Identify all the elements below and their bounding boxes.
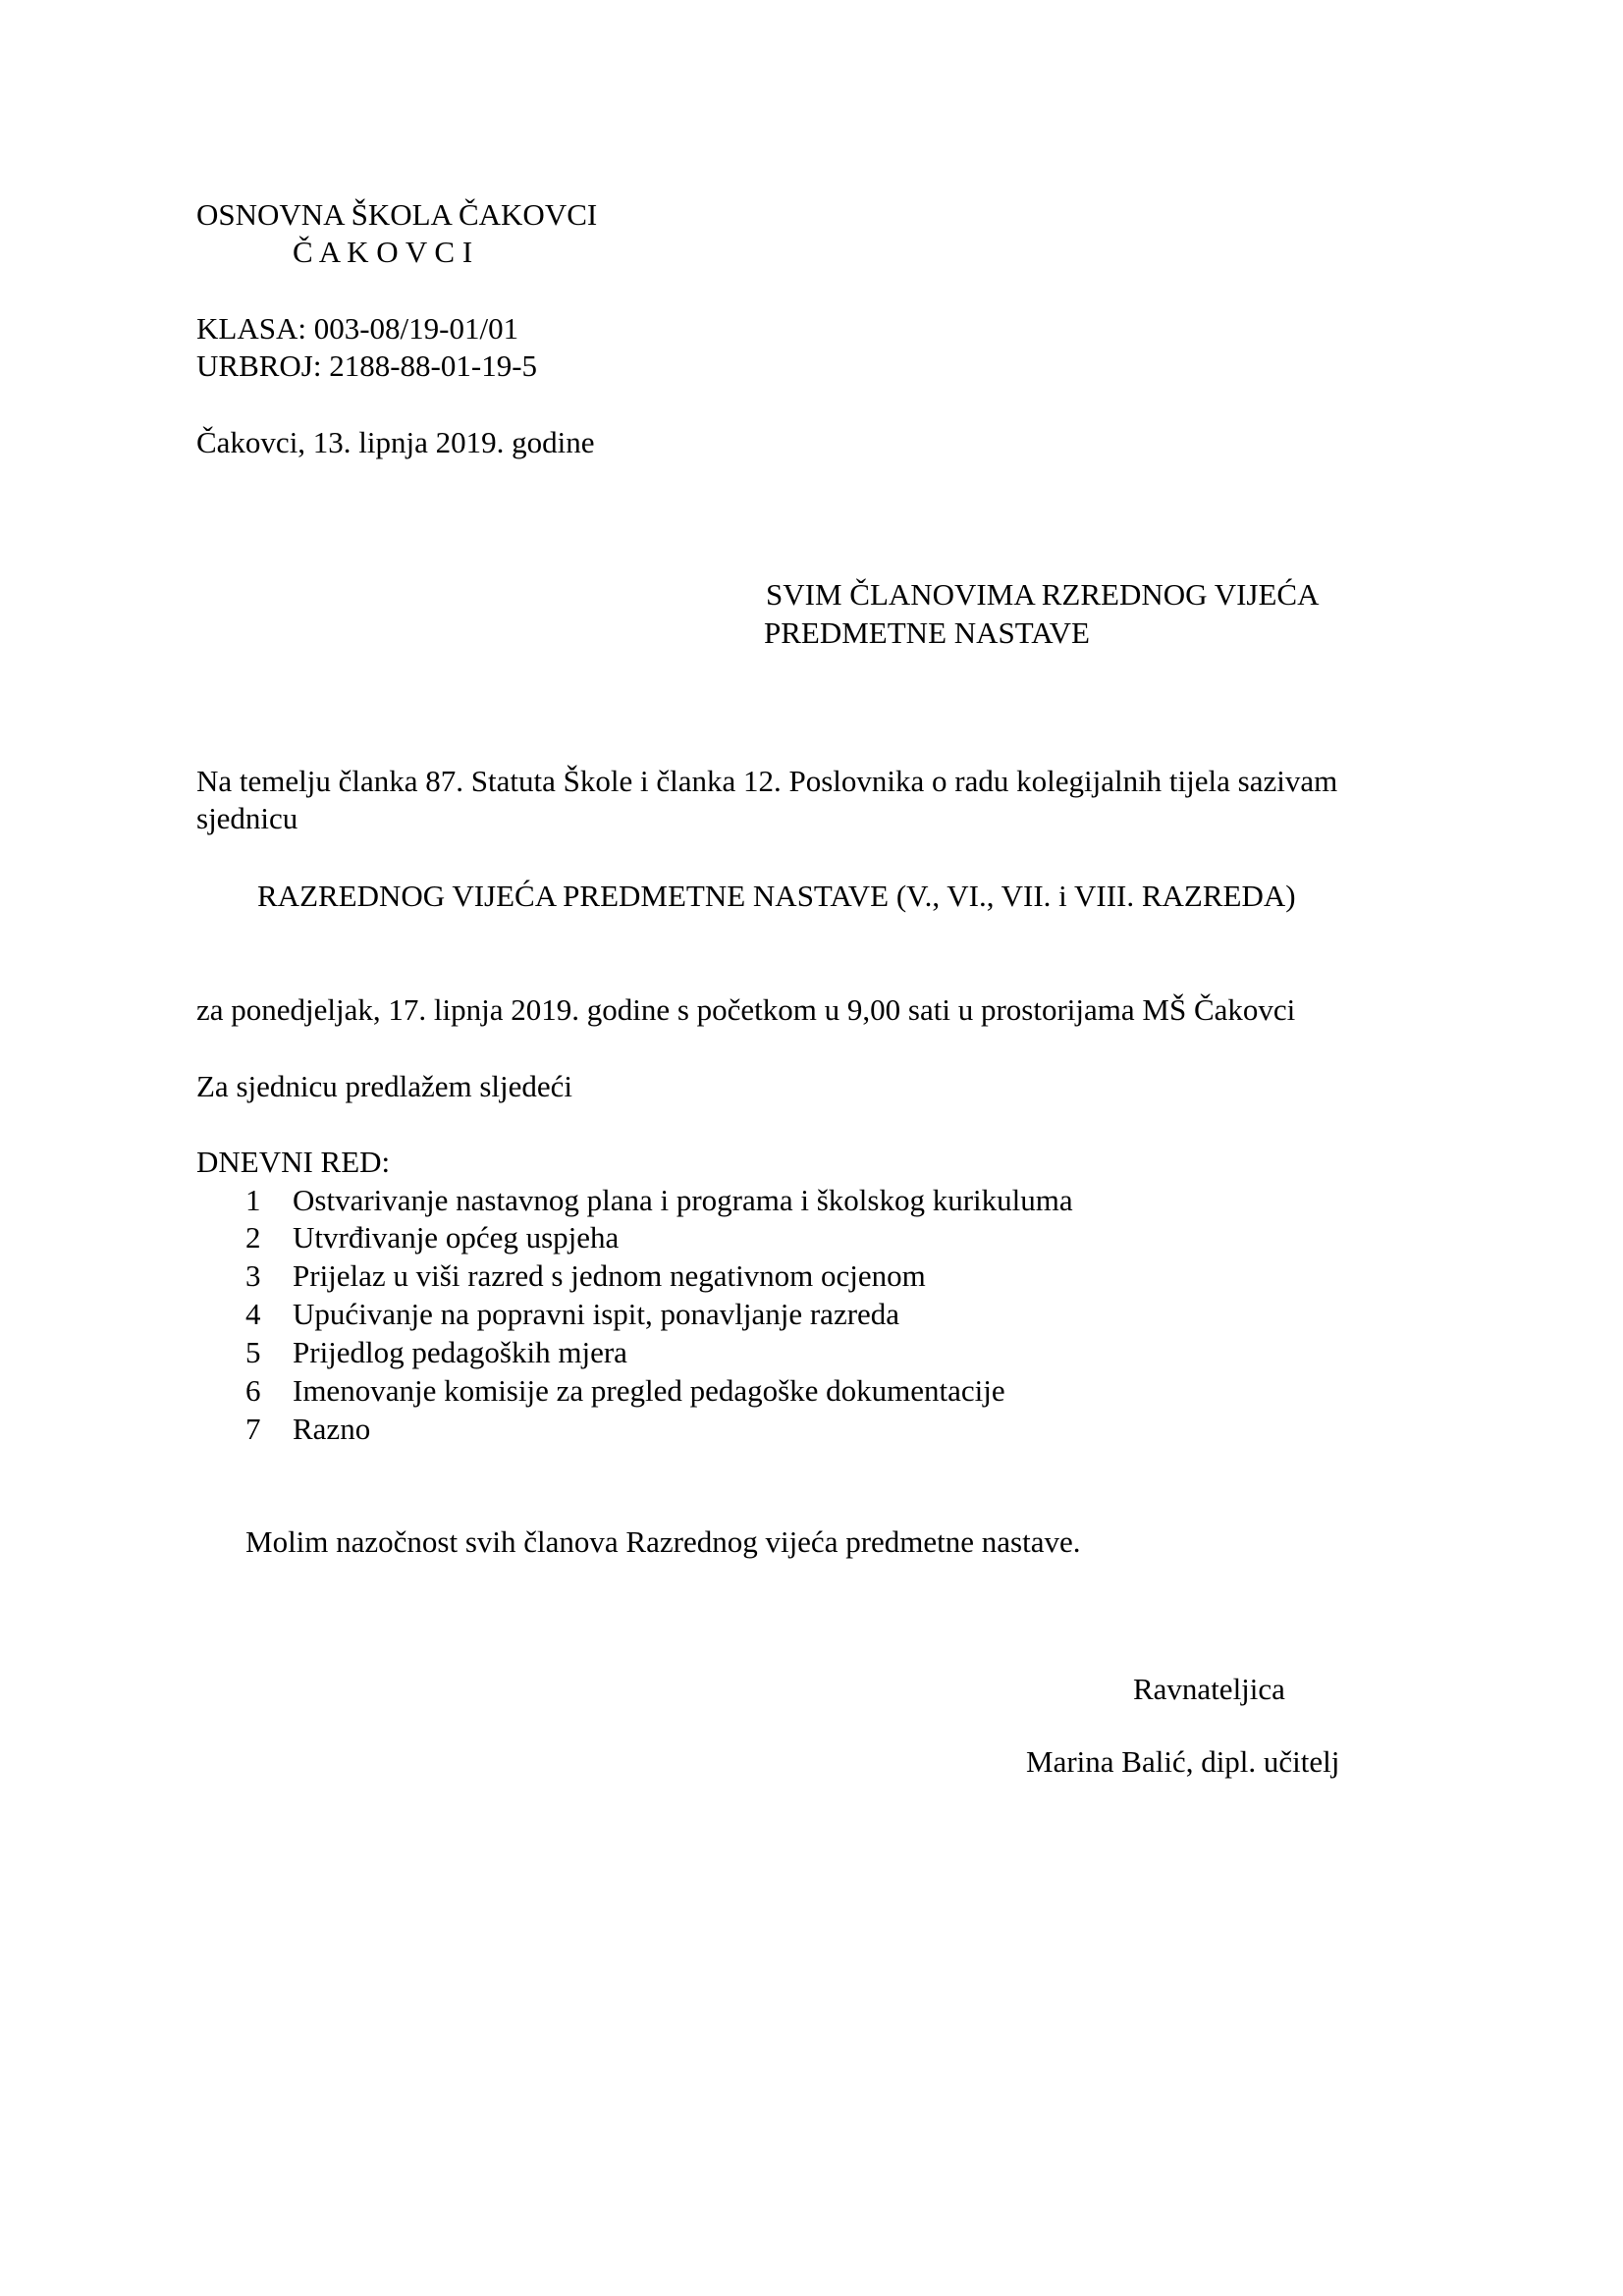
meeting-title: RAZREDNOG VIJEĆA PREDMETNE NASTAVE (V., VI., VII. i VIII. RAZREDA) (257, 879, 1296, 913)
place-date: Čakovci, 13. lipnja 2019. godine (196, 425, 595, 459)
klasa-number: KLASA: 003-08/19-01/01 (196, 311, 519, 346)
agenda-item-text: Utvrđivanje općeg uspjeha (293, 1220, 620, 1255)
attendance-request: Molim nazočnost svih članova Razrednog vijeća predmetne nastave. (245, 1524, 1081, 1559)
agenda-item-number: 1 (245, 1183, 261, 1217)
agenda-item-text: Upućivanje na popravni ispit, ponavljanje razreda (293, 1297, 900, 1331)
intro-line-2: sjednicu (196, 801, 298, 835)
agenda-heading: DNEVNI RED: (196, 1145, 391, 1179)
urbroj-number: URBROJ: 2188-88-01-19-5 (196, 348, 538, 383)
recipient-line-1: SVIM ČLANOVIMA RZREDNOG VIJEĆA (766, 577, 1320, 612)
agenda-item-number: 2 (245, 1220, 261, 1255)
agenda-item-text: Prijedlog pedagoških mjera (293, 1335, 627, 1369)
agenda-item-text: Ostvarivanje nastavnog plana i programa i školskog kurikuluma (293, 1183, 1073, 1217)
school-name: OSNOVNA ŠKOLA ČAKOVCI (196, 197, 598, 232)
proposal-text: Za sjednicu predlažem sljedeći (196, 1069, 573, 1103)
intro-line-1: Na temelju članka 87. Statuta Škole i članka 12. Poslovnika o radu kolegijalnih tijela sazivam (196, 764, 1338, 798)
recipient-line-2: PREDMETNE NASTAVE (764, 615, 1090, 650)
agenda-item-text: Imenovanje komisije za pregled pedagoške dokumentacije (293, 1373, 1005, 1408)
school-town: Č A K O V C I (293, 235, 473, 269)
signature-role: Ravnateljica (1133, 1672, 1285, 1706)
agenda-item-number: 3 (245, 1258, 261, 1293)
agenda-item-number: 5 (245, 1335, 261, 1369)
meeting-time: za ponedjeljak, 17. lipnja 2019. godine s početkom u 9,00 sati u prostorijama MŠ Čakovci (196, 992, 1296, 1027)
agenda-item-text: Razno (293, 1412, 371, 1446)
signature-name: Marina Balić, dipl. učitelj (1026, 1744, 1340, 1779)
agenda-item-text: Prijelaz u viši razred s jednom negativnom ocjenom (293, 1258, 926, 1293)
agenda-item-number: 6 (245, 1373, 261, 1408)
agenda-item-number: 7 (245, 1412, 261, 1446)
agenda-item-number: 4 (245, 1297, 261, 1331)
